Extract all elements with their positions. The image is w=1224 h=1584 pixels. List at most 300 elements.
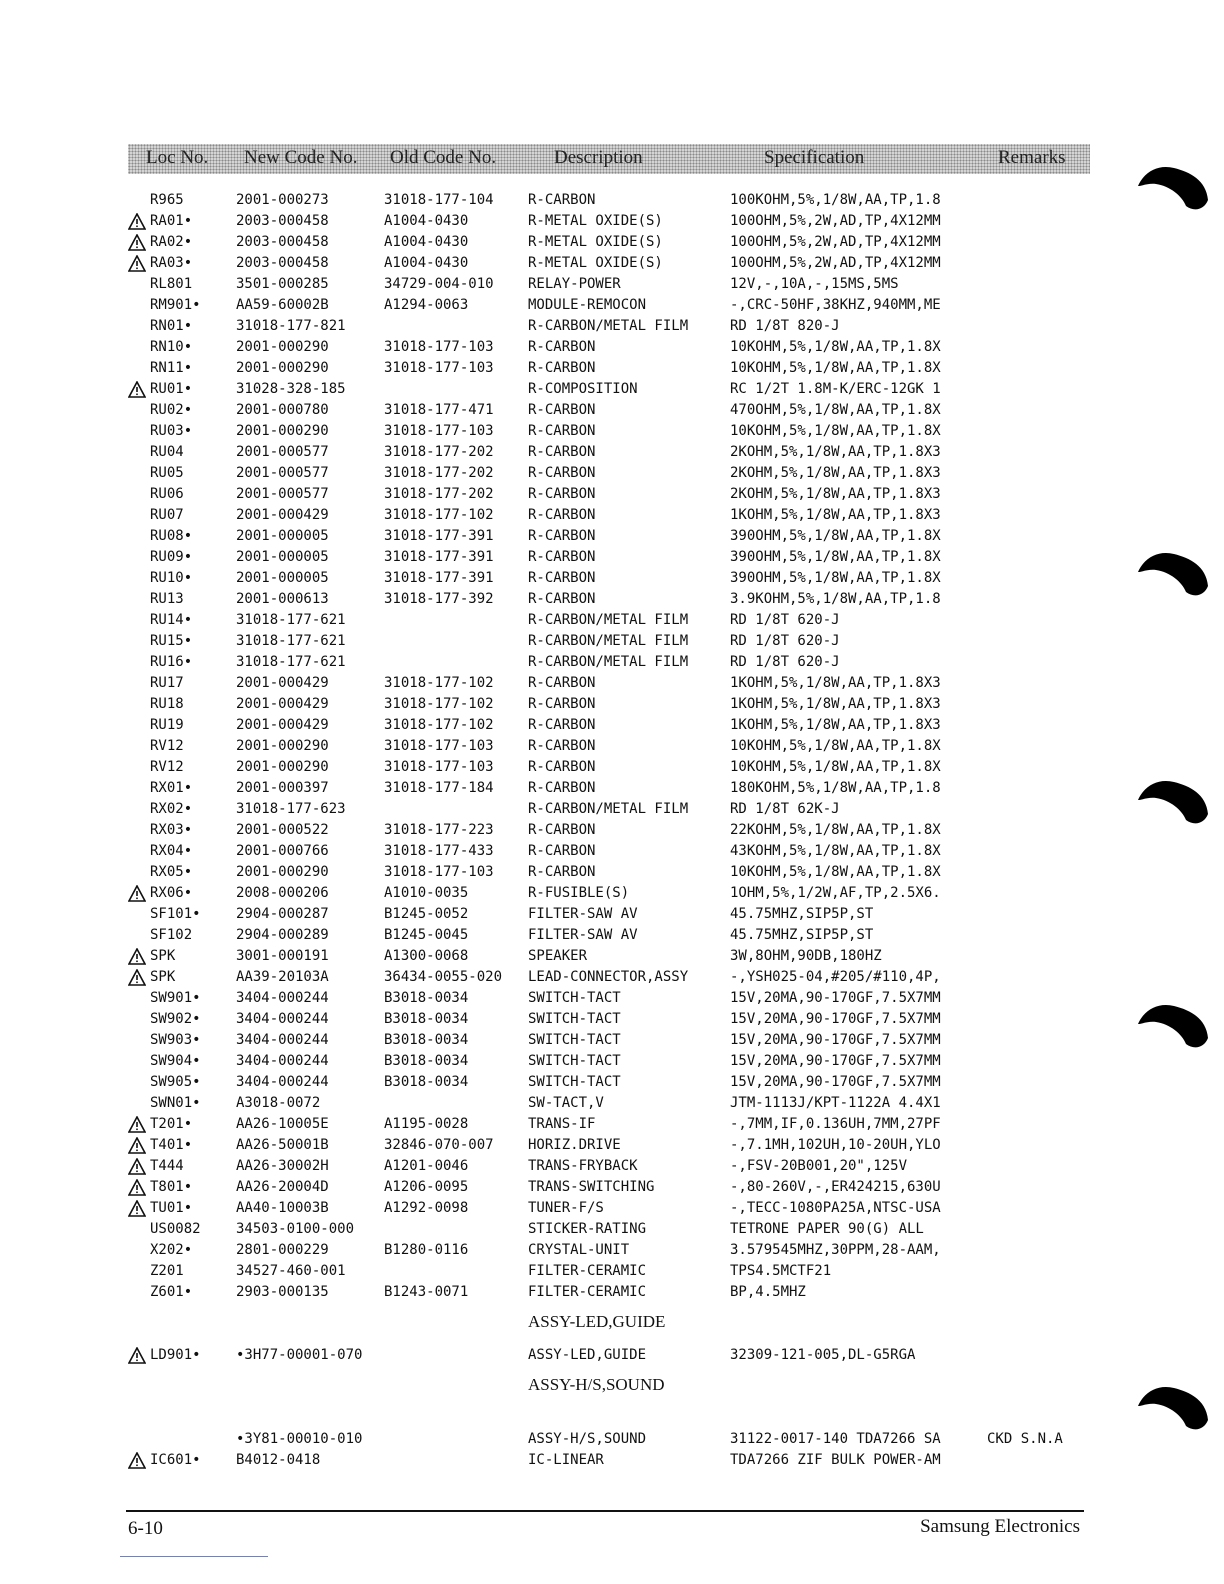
table-row [0, 274, 1224, 295]
description-cell: R-CARBON [528, 843, 596, 859]
description-cell: R-CARBON [528, 738, 596, 754]
description-cell: FILTER-SAW AV [528, 927, 638, 943]
description-cell: SWITCH-TACT [528, 1011, 621, 1027]
loc-cell: R965 [150, 192, 184, 208]
section-heading [0, 1303, 1224, 1345]
specification-cell: 390OHM,5%,1/8W,AA,TP,1.8X [730, 570, 941, 586]
loc-cell: T444 [150, 1158, 184, 1174]
loc-cell: SW905• [150, 1074, 201, 1090]
old-code-cell: A1206-0095 [384, 1179, 469, 1195]
table-row [0, 1072, 1224, 1093]
description-cell: STICKER-RATING [528, 1221, 647, 1237]
specification-cell: 15V,20MA,90-170GF,7.5X7MM [730, 1074, 941, 1090]
old-code-cell: A1010-0035 [384, 885, 469, 901]
old-code-cell: 31018-177-433 [384, 843, 494, 859]
old-code-cell: 31018-177-102 [384, 675, 494, 691]
description-cell: TRANS-IF [528, 1116, 596, 1132]
description-cell: R-CARBON [528, 444, 596, 460]
new-code-cell: 31018-177-621 [236, 654, 346, 670]
description-cell: R-CARBON/METAL FILM [528, 801, 689, 817]
section-title: ASSY-H/S,SOUND [528, 1375, 665, 1394]
old-code-cell: 31018-177-202 [384, 486, 494, 502]
loc-cell: RU01• [150, 381, 193, 397]
table-row [0, 400, 1224, 421]
description-cell: R-COMPOSITION [528, 381, 638, 397]
loc-cell: RX05• [150, 864, 193, 880]
specification-cell: 100KOHM,5%,1/8W,AA,TP,1.8 [730, 192, 941, 208]
safety-warning-icon [128, 232, 150, 251]
description-cell: MODULE-REMOCON [528, 297, 647, 313]
safety-warning-icon [128, 946, 150, 965]
specification-cell: TPS4.5MCTF21 [730, 1263, 832, 1279]
specification-cell: 1OHM,5%,1/2W,AF,TP,2.5X6. [730, 885, 941, 901]
specification-cell: 2KOHM,5%,1/8W,AA,TP,1.8X3 [730, 444, 941, 460]
loc-cell: RX06• [150, 885, 193, 901]
loc-cell: SPK [150, 948, 176, 964]
table-row [0, 820, 1224, 841]
table-row [0, 631, 1224, 652]
specification-cell: 15V,20MA,90-170GF,7.5X7MM [730, 1053, 941, 1069]
old-code-cell: 31018-177-391 [384, 570, 494, 586]
description-cell: R-METAL OXIDE(S) [528, 234, 663, 250]
section-heading [0, 1366, 1224, 1408]
description-cell: ASSY-LED,GUIDE [528, 1347, 647, 1363]
old-code-cell: B3018-0034 [384, 1053, 469, 1069]
table-row [0, 337, 1224, 358]
old-code-cell: B3018-0034 [384, 1032, 469, 1048]
specification-cell: TETRONE PAPER 90(G) ALL [730, 1221, 924, 1237]
header-loc: Loc No. [146, 147, 209, 168]
loc-cell: RU04 [150, 444, 184, 460]
new-code-cell: 2001-000429 [236, 717, 329, 733]
description-cell: FILTER-SAW AV [528, 906, 638, 922]
table-row [0, 547, 1224, 568]
specification-cell: 10KOHM,5%,1/8W,AA,TP,1.8X [730, 339, 941, 355]
loc-cell: RU09• [150, 549, 193, 565]
new-code-cell: AA26-30002H [236, 1158, 329, 1174]
loc-cell: SW904• [150, 1053, 201, 1069]
new-code-cell: 31018-177-623 [236, 801, 346, 817]
table-row [0, 862, 1224, 883]
old-code-cell: 34729-004-010 [384, 276, 494, 292]
new-code-cell: 2001-000429 [236, 675, 329, 691]
loc-cell: RU14• [150, 612, 193, 628]
specification-cell: 100OHM,5%,2W,AD,TP,4X12MM [730, 234, 941, 250]
old-code-cell: B1245-0045 [384, 927, 469, 943]
loc-cell: RX04• [150, 843, 193, 859]
old-code-cell: 31018-177-103 [384, 360, 494, 376]
new-code-cell: 3404-000244 [236, 1074, 329, 1090]
old-code-cell: 31018-177-103 [384, 738, 494, 754]
loc-cell: RA03• [150, 255, 193, 271]
specification-cell: 10KOHM,5%,1/8W,AA,TP,1.8X [730, 360, 941, 376]
table-row [0, 463, 1224, 484]
new-code-cell: 2001-000577 [236, 486, 329, 502]
binder-hole-icon [1134, 998, 1214, 1052]
table-row [0, 841, 1224, 862]
table-row [0, 484, 1224, 505]
new-code-cell: 3404-000244 [236, 1032, 329, 1048]
old-code-cell: A1195-0028 [384, 1116, 469, 1132]
specification-cell: RD 1/8T 620-J [730, 633, 840, 649]
loc-cell: RL801 [150, 276, 193, 292]
description-cell: R-CARBON [528, 423, 596, 439]
description-cell: R-CARBON/METAL FILM [528, 654, 689, 670]
description-cell: SWITCH-TACT [528, 1074, 621, 1090]
new-code-cell: 2001-000290 [236, 759, 329, 775]
loc-cell: X202• [150, 1242, 193, 1258]
old-code-cell: 31018-177-184 [384, 780, 494, 796]
new-code-cell: 2001-000780 [236, 402, 329, 418]
loc-cell: Z201 [150, 1263, 184, 1279]
old-code-cell: A1300-0068 [384, 948, 469, 964]
loc-cell: IC601• [150, 1452, 201, 1468]
specification-cell: -,80-260V,-,ER424215,630U [730, 1179, 941, 1195]
safety-warning-icon [128, 1345, 150, 1364]
loc-cell: RU03• [150, 423, 193, 439]
description-cell: R-CARBON [528, 717, 596, 733]
description-cell: R-CARBON [528, 864, 596, 880]
table-row [0, 253, 1224, 274]
new-code-cell: 2001-000397 [236, 780, 329, 796]
table-row [0, 1198, 1224, 1219]
loc-cell: RA02• [150, 234, 193, 250]
table-header [128, 144, 1090, 174]
specification-cell: 43KOHM,5%,1/8W,AA,TP,1.8X [730, 843, 941, 859]
loc-cell: RU19 [150, 717, 184, 733]
specification-cell: TDA7266 ZIF BULK POWER-AM [730, 1452, 941, 1468]
specification-cell: 45.75MHZ,SIP5P,ST [730, 906, 874, 922]
specification-cell: 3.9KOHM,5%,1/8W,AA,TP,1.8 [730, 591, 941, 607]
old-code-cell: 31018-177-391 [384, 549, 494, 565]
header-specification: Specification [764, 147, 865, 168]
new-code-cell: 2001-000290 [236, 423, 329, 439]
specification-cell: -,CRC-50HF,38KHZ,940MM,ME [730, 297, 941, 313]
new-code-cell: 2001-000577 [236, 444, 329, 460]
new-code-cell: 2001-000005 [236, 570, 329, 586]
new-code-cell: 2801-000229 [236, 1242, 329, 1258]
new-code-cell: 2001-000613 [236, 591, 329, 607]
specification-cell: 1KOHM,5%,1/8W,AA,TP,1.8X3 [730, 696, 941, 712]
old-code-cell: B3018-0034 [384, 990, 469, 1006]
description-cell: R-CARBON [528, 465, 596, 481]
new-code-cell: 2001-000290 [236, 360, 329, 376]
specification-cell: 12V,-,10A,-,15MS,5MS [730, 276, 899, 292]
table-row [0, 1030, 1224, 1051]
old-code-cell: A1004-0430 [384, 213, 469, 229]
description-cell: SWITCH-TACT [528, 1053, 621, 1069]
description-cell: SW-TACT,V [528, 1095, 604, 1111]
specification-cell: 470OHM,5%,1/8W,AA,TP,1.8X [730, 402, 941, 418]
table-row [0, 1240, 1224, 1261]
new-code-cell: AA26-50001B [236, 1137, 329, 1153]
new-code-cell: 3501-000285 [236, 276, 329, 292]
new-code-cell: 2001-000766 [236, 843, 329, 859]
loc-cell: RX02• [150, 801, 193, 817]
new-code-cell: AA39-20103A [236, 969, 329, 985]
safety-warning-icon [128, 883, 150, 902]
description-cell: R-METAL OXIDE(S) [528, 255, 663, 271]
table-row [0, 925, 1224, 946]
specification-cell: 31122-0017-140 TDA7266 SA [730, 1431, 941, 1447]
new-code-cell: 2001-000522 [236, 822, 329, 838]
old-code-cell: 31018-177-103 [384, 339, 494, 355]
table-row [0, 610, 1224, 631]
old-code-cell: B1245-0052 [384, 906, 469, 922]
new-code-cell: AA59-60002B [236, 297, 329, 313]
old-code-cell: 31018-177-103 [384, 759, 494, 775]
description-cell: SWITCH-TACT [528, 990, 621, 1006]
old-code-cell: A1201-0046 [384, 1158, 469, 1174]
new-code-cell: 2003-000458 [236, 234, 329, 250]
new-code-cell: 3404-000244 [236, 1053, 329, 1069]
loc-cell: RM901• [150, 297, 201, 313]
table-row [0, 1114, 1224, 1135]
specification-cell: -,7MM,IF,0.136UH,7MM,27PF [730, 1116, 941, 1132]
loc-cell: RU18 [150, 696, 184, 712]
description-cell: R-CARBON [528, 591, 596, 607]
binder-hole-icon [1134, 160, 1214, 214]
old-code-cell: 36434-0055-020 [384, 969, 503, 985]
safety-warning-icon [128, 1135, 150, 1154]
loc-cell: T801• [150, 1179, 193, 1195]
description-cell: LEAD-CONNECTOR,ASSY [528, 969, 689, 985]
description-cell: R-CARBON [528, 549, 596, 565]
specification-cell: 3W,8OHM,90DB,180HZ [730, 948, 882, 964]
binder-hole-icon [1134, 1380, 1214, 1434]
table-row [0, 211, 1224, 232]
loc-cell: RV12 [150, 759, 184, 775]
table-row [0, 379, 1224, 400]
description-cell: R-CARBON [528, 507, 596, 523]
specification-cell: -,7.1MH,102UH,10-20UH,YLO [730, 1137, 941, 1153]
table-row [0, 1429, 1224, 1450]
new-code-cell: 2001-000577 [236, 465, 329, 481]
table-row [0, 673, 1224, 694]
description-cell: R-CARBON/METAL FILM [528, 318, 689, 334]
specification-cell: 22KOHM,5%,1/8W,AA,TP,1.8X [730, 822, 941, 838]
new-code-cell: 2001-000429 [236, 696, 329, 712]
loc-cell: RN11• [150, 360, 193, 376]
loc-cell: SW902• [150, 1011, 201, 1027]
table-row [0, 1135, 1224, 1156]
loc-cell: SF102 [150, 927, 193, 943]
new-code-cell: 31018-177-621 [236, 612, 346, 628]
old-code-cell: 31018-177-471 [384, 402, 494, 418]
safety-warning-icon [128, 1156, 150, 1175]
table-row [0, 442, 1224, 463]
description-cell: R-CARBON [528, 675, 596, 691]
table-row [0, 589, 1224, 610]
loc-cell: RX03• [150, 822, 193, 838]
description-cell: R-METAL OXIDE(S) [528, 213, 663, 229]
specification-cell: 100OHM,5%,2W,AD,TP,4X12MM [730, 255, 941, 271]
description-cell: HORIZ.DRIVE [528, 1137, 621, 1153]
table-row [0, 190, 1224, 211]
description-cell: IC-LINEAR [528, 1452, 604, 1468]
description-cell: ASSY-H/S,SOUND [528, 1431, 647, 1447]
loc-cell: SF101• [150, 906, 201, 922]
old-code-cell: A1292-0098 [384, 1200, 469, 1216]
loc-cell: RU16• [150, 654, 193, 670]
new-code-cell: 31018-177-621 [236, 633, 346, 649]
old-code-cell: A1004-0430 [384, 234, 469, 250]
loc-cell: RU17 [150, 675, 184, 691]
table-row [0, 1177, 1224, 1198]
table-row [0, 652, 1224, 673]
description-cell: R-CARBON [528, 780, 596, 796]
table-row [0, 757, 1224, 778]
loc-cell: RU08• [150, 528, 193, 544]
footer-divider [126, 1510, 1084, 1512]
loc-cell: RU05 [150, 465, 184, 481]
new-code-cell: 2001-000429 [236, 507, 329, 523]
old-code-cell: 31018-177-102 [384, 507, 494, 523]
table-row [0, 1156, 1224, 1177]
table-row [0, 316, 1224, 337]
specification-cell: RD 1/8T 820-J [730, 318, 840, 334]
specification-cell: 1KOHM,5%,1/8W,AA,TP,1.8X3 [730, 717, 941, 733]
new-code-cell: •3H77-00001-070 [236, 1347, 363, 1363]
specification-cell: 2KOHM,5%,1/8W,AA,TP,1.8X3 [730, 465, 941, 481]
specification-cell: 45.75MHZ,SIP5P,ST [730, 927, 874, 943]
specification-cell: 32309-121-005,DL-G5RGA [730, 1347, 916, 1363]
header-old-code: Old Code No. [390, 147, 497, 168]
table-row [0, 232, 1224, 253]
safety-warning-icon [128, 253, 150, 272]
new-code-cell: 2003-000458 [236, 255, 329, 271]
old-code-cell: 31018-177-102 [384, 696, 494, 712]
loc-cell: SPK [150, 969, 176, 985]
loc-cell: US0082 [150, 1221, 201, 1237]
new-code-cell: 3404-000244 [236, 990, 329, 1006]
specification-cell: 1KOHM,5%,1/8W,AA,TP,1.8X3 [730, 675, 941, 691]
description-cell: R-CARBON [528, 570, 596, 586]
new-code-cell: 31018-177-821 [236, 318, 346, 334]
page-number: 6-10 [128, 1518, 163, 1539]
table-row [0, 883, 1224, 904]
new-code-cell: 2008-000206 [236, 885, 329, 901]
specification-cell: -,TECC-1080PA25A,NTSC-USA [730, 1200, 941, 1216]
specification-cell: 10KOHM,5%,1/8W,AA,TP,1.8X [730, 864, 941, 880]
old-code-cell: A1294-0063 [384, 297, 469, 313]
description-cell: SPEAKER [528, 948, 588, 964]
table-row [0, 1093, 1224, 1114]
loc-cell: T201• [150, 1116, 193, 1132]
loc-cell: T401• [150, 1137, 193, 1153]
loc-cell: RN10• [150, 339, 193, 355]
loc-cell: TU01• [150, 1200, 193, 1216]
description-cell: FILTER-CERAMIC [528, 1263, 647, 1279]
new-code-cell: 3001-000191 [236, 948, 329, 964]
new-code-cell: AA26-20004D [236, 1179, 329, 1195]
new-code-cell: 34527-460-001 [236, 1263, 346, 1279]
table-row [0, 1219, 1224, 1240]
new-code-cell: 2001-000290 [236, 339, 329, 355]
old-code-cell: 31018-177-223 [384, 822, 494, 838]
loc-cell: RU02• [150, 402, 193, 418]
specification-cell: 15V,20MA,90-170GF,7.5X7MM [730, 990, 941, 1006]
specification-cell: 15V,20MA,90-170GF,7.5X7MM [730, 1032, 941, 1048]
specification-cell: 10KOHM,5%,1/8W,AA,TP,1.8X [730, 738, 941, 754]
table-row [0, 526, 1224, 547]
description-cell: R-CARBON/METAL FILM [528, 612, 689, 628]
description-cell: TUNER-F/S [528, 1200, 604, 1216]
safety-warning-icon [128, 379, 150, 398]
old-code-cell: 31018-177-202 [384, 465, 494, 481]
safety-warning-icon [128, 1177, 150, 1196]
binder-hole-icon [1134, 774, 1214, 828]
old-code-cell: 31018-177-103 [384, 864, 494, 880]
new-code-cell: AA40-10003B [236, 1200, 329, 1216]
table-row [0, 736, 1224, 757]
new-code-cell: 2001-000273 [236, 192, 329, 208]
safety-warning-icon [128, 1114, 150, 1133]
description-cell: TRANS-SWITCHING [528, 1179, 655, 1195]
description-cell: R-CARBON [528, 402, 596, 418]
description-cell: R-CARBON [528, 339, 596, 355]
description-cell: R-CARBON [528, 192, 596, 208]
safety-warning-icon [128, 967, 150, 986]
specification-cell: 1KOHM,5%,1/8W,AA,TP,1.8X3 [730, 507, 941, 523]
specification-cell: RD 1/8T 62K-J [730, 801, 840, 817]
specification-cell: 10KOHM,5%,1/8W,AA,TP,1.8X [730, 423, 941, 439]
new-code-cell: 2003-000458 [236, 213, 329, 229]
description-cell: SWITCH-TACT [528, 1032, 621, 1048]
description-cell: R-FUSIBLE(S) [528, 885, 630, 901]
new-code-cell: 2001-000290 [236, 738, 329, 754]
specification-cell: RD 1/8T 620-J [730, 612, 840, 628]
table-row [0, 778, 1224, 799]
new-code-cell: 31028-328-185 [236, 381, 346, 397]
loc-cell: RU06 [150, 486, 184, 502]
table-row [0, 1345, 1224, 1366]
loc-cell: RU15• [150, 633, 193, 649]
loc-cell: SW903• [150, 1032, 201, 1048]
table-row [0, 1282, 1224, 1303]
specification-cell: 390OHM,5%,1/8W,AA,TP,1.8X [730, 549, 941, 565]
loc-cell: RU07 [150, 507, 184, 523]
specification-cell: 15V,20MA,90-170GF,7.5X7MM [730, 1011, 941, 1027]
table-row [0, 358, 1224, 379]
specification-cell: 3.579545MHZ,30PPM,28-AAM, [730, 1242, 941, 1258]
new-code-cell: AA26-10005E [236, 1116, 329, 1132]
table-row [0, 505, 1224, 526]
old-code-cell: B3018-0034 [384, 1074, 469, 1090]
new-code-cell: 34503-0100-000 [236, 1221, 355, 1237]
table-row [0, 799, 1224, 820]
description-cell: R-CARBON [528, 759, 596, 775]
specification-cell: -,FSV-20B001,20",125V [730, 1158, 908, 1174]
old-code-cell: 32846-070-007 [384, 1137, 494, 1153]
old-code-cell: 31018-177-104 [384, 192, 494, 208]
new-code-cell: 2904-000289 [236, 927, 329, 943]
parts-list [0, 190, 1224, 1471]
specification-cell: RC 1/2T 1.8M-K/ERC-12GK 1 [730, 381, 941, 397]
new-code-cell: 2904-000287 [236, 906, 329, 922]
description-cell: R-CARBON [528, 528, 596, 544]
table-row [0, 568, 1224, 589]
table-row [0, 904, 1224, 925]
old-code-cell: A1004-0430 [384, 255, 469, 271]
remarks-cell: CKD S.N.A [987, 1431, 1063, 1447]
old-code-cell: 31018-177-102 [384, 717, 494, 733]
table-row [0, 988, 1224, 1009]
description-cell: R-CARBON [528, 486, 596, 502]
loc-cell: RN01• [150, 318, 193, 334]
old-code-cell: 31018-177-392 [384, 591, 494, 607]
table-row [0, 967, 1224, 988]
